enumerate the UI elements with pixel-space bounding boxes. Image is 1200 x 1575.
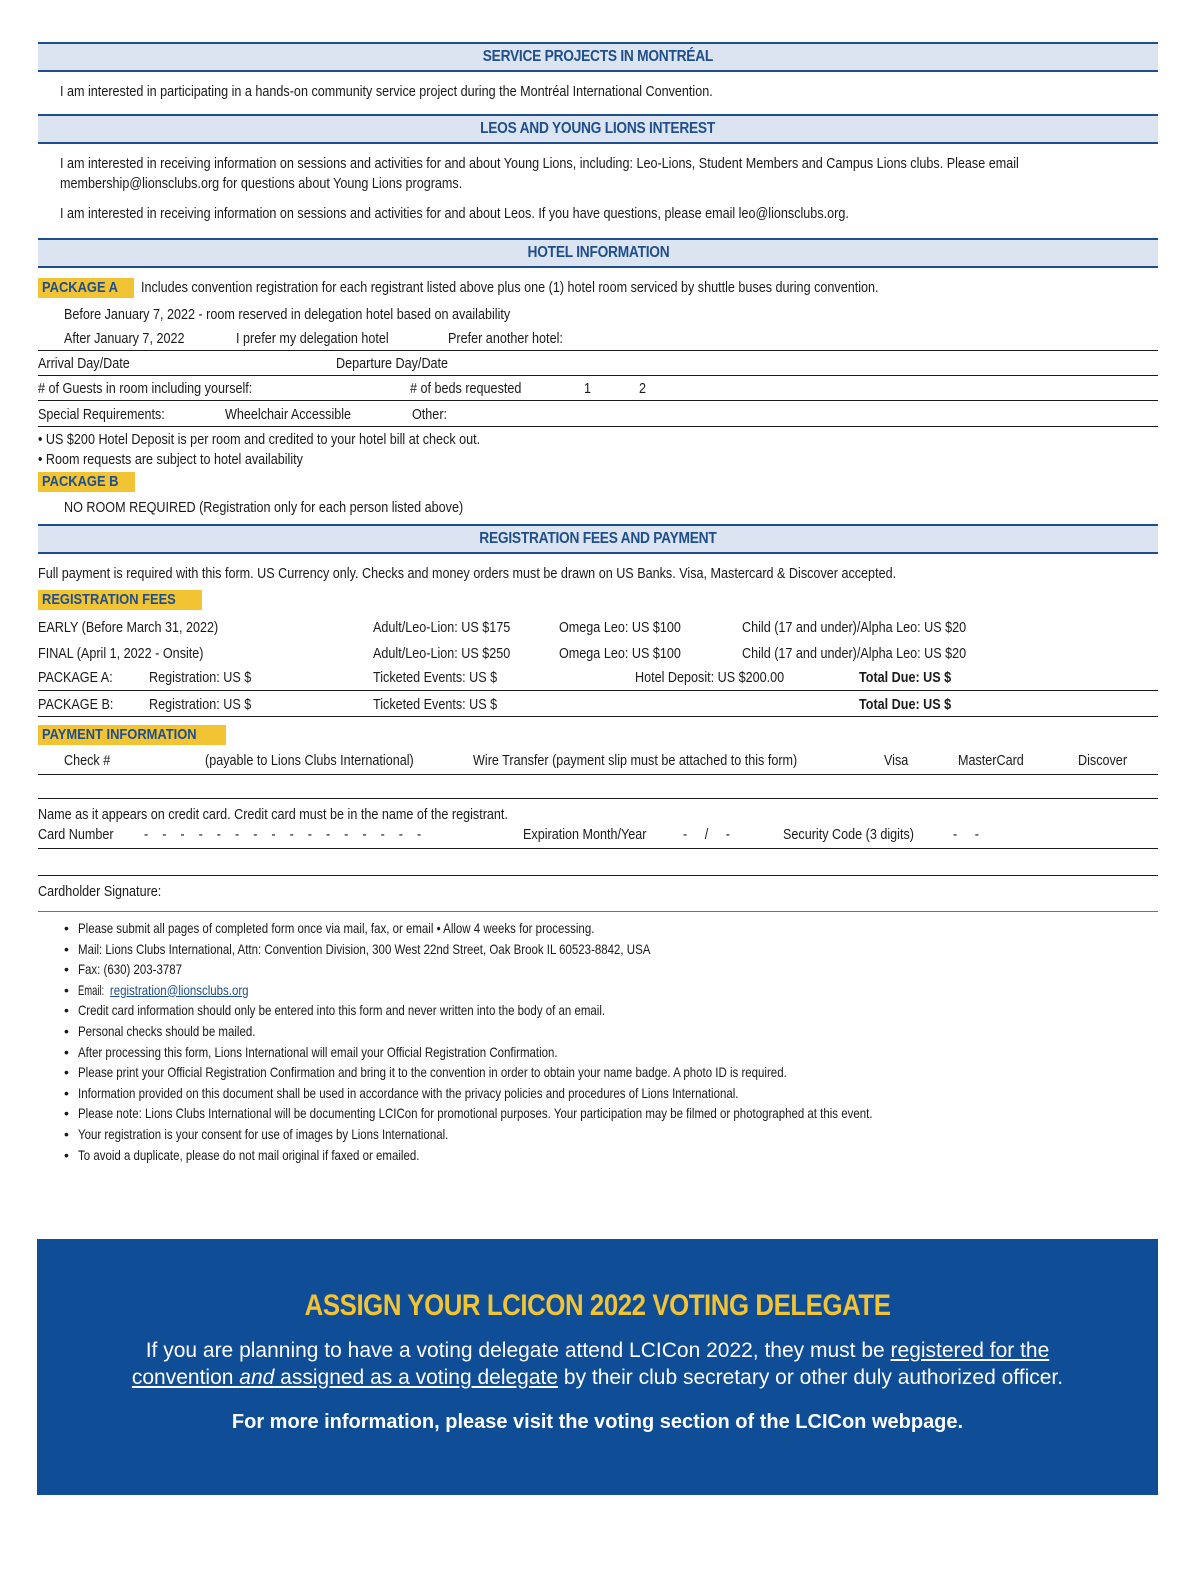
registered-link[interactable]: registered for the — [890, 1339, 1050, 1362]
instruction-item: • Your registration is your consent for use of images by Lions International. — [38, 1124, 1158, 1145]
instruction-item: • Please note: Lions Clubs International will be documenting LCICon for promotional purposes. Your participation may be filmed or photographed at this event. — [38, 1103, 1158, 1124]
payment-information-tag: PAYMENT INFORMATION — [38, 725, 226, 745]
early-fees-row — [38, 616, 1158, 642]
discover-option[interactable]: Discover — [1078, 752, 1128, 769]
banner-body: If you are planning to have a voting delegate attend LCICon 2022, they must be registered for the convention and assigned as a voting delegate by their club secretary or other duly authorized officer. — [131, 1339, 1064, 1389]
package-a-ticketed-field[interactable]: Ticketed Events: US $ — [373, 669, 498, 686]
voting-delegate-banner — [37, 1239, 1158, 1495]
no-room-text: NO ROOM REQUIRED (Registration only for each person listed above) — [64, 499, 464, 516]
visa-option[interactable]: Visa — [884, 752, 909, 769]
early-omega-fee: Omega Leo: US $100 — [559, 619, 681, 636]
banner-title: ASSIGN YOUR LCICON 2022 VOTING DELEGATE — [304, 1289, 891, 1322]
beds-option-2[interactable]: 2 — [639, 380, 647, 397]
package-a-row[interactable] — [38, 278, 1158, 302]
payment-information-tag-row — [38, 717, 1158, 751]
cardholder-signature-label: Cardholder Signature: — [38, 883, 162, 900]
registration-email-link[interactable]: registration@lionsclubs.org — [109, 981, 249, 998]
payment-method-row — [38, 751, 1158, 775]
card-blank-row[interactable] — [38, 849, 1158, 876]
instruction-item: • Personal checks should be mailed. — [38, 1021, 1158, 1042]
instructions-list — [38, 918, 1158, 1165]
registration-fees-tag-row — [38, 590, 1158, 616]
after-jan-option[interactable]: After January 7, 2022 — [64, 330, 185, 347]
other-requirements-field[interactable]: Other: — [412, 406, 448, 423]
final-adult-fee: Adult/Leo-Lion: US $250 — [373, 645, 511, 662]
payment-blank-row[interactable] — [38, 775, 1158, 799]
wire-transfer-option[interactable]: Wire Transfer (payment slip must be attached to this form) — [473, 752, 798, 769]
instruction-item: • Mail: Lions Clubs International, Attn: Convention Division, 300 West 22nd Street, Oak Brook IL 60523-8842, USA — [38, 939, 1158, 960]
package-b-fees-row — [38, 691, 1158, 717]
registration-fees-tag: REGISTRATION FEES — [38, 590, 202, 610]
card-details-row — [38, 825, 1158, 849]
instruction-item: • Information provided on this document shall be used in accordance with the privacy policies and procedures of Lions International. — [38, 1083, 1158, 1104]
instruction-item: • Fax: (630) 203-3787 — [38, 959, 1158, 980]
service-projects-text: I am interested in participating in a hands-on community service project during the Montréal International Convention. — [60, 83, 713, 100]
final-omega-fee: Omega Leo: US $100 — [559, 645, 681, 662]
instruction-item: • Credit card information should only be entered into this form and never written into the body of an email. — [38, 1000, 1158, 1021]
card-name-note-text: Name as it appears on credit card. Credit card must be in the name of the registrant. — [38, 806, 508, 823]
wheelchair-accessible-option[interactable]: Wheelchair Accessible — [225, 406, 352, 423]
package-b-ticketed-field[interactable]: Ticketed Events: US $ — [373, 696, 498, 713]
instruction-item: • Please submit all pages of completed form once via mail, fax, or email • Allow 4 weeks for processing. — [38, 918, 1158, 939]
no-room-option[interactable] — [38, 498, 1158, 524]
prefer-delegation-hotel-option[interactable]: I prefer my delegation hotel — [236, 330, 389, 347]
final-child-fee: Child (17 and under)/Alpha Leo: US $20 — [742, 645, 967, 662]
service-projects-heading: SERVICE PROJECTS IN MONTRÉAL — [38, 42, 1158, 72]
package-a-total-field[interactable]: Total Due: US $ — [859, 669, 952, 686]
check-option[interactable]: Check # — [64, 752, 111, 769]
early-adult-fee: Adult/Leo-Lion: US $175 — [373, 619, 511, 636]
arrival-departure-row — [38, 351, 1158, 376]
hotel-information-heading: HOTEL INFORMATION — [38, 238, 1158, 268]
mastercard-option[interactable]: MasterCard — [958, 752, 1024, 769]
guests-count-field[interactable]: # of Guests in room including yourself: — [38, 380, 253, 397]
special-requirements-row — [38, 401, 1158, 427]
registration-fees-heading: REGISTRATION FEES AND PAYMENT — [38, 524, 1158, 554]
deposit-note — [38, 427, 1158, 450]
early-fee-label: EARLY (Before March 31, 2022) — [38, 619, 219, 636]
young-lions-text-2: membership@lionsclubs.org for questions about Young Lions programs. — [60, 175, 463, 192]
before-jan-text: Before January 7, 2022 - room reserved in delegation hotel based on availability — [64, 306, 511, 323]
assigned-delegate-link[interactable]: convention and assigned as a voting delegate — [131, 1366, 559, 1389]
registration-form-page — [38, 42, 1158, 1165]
security-code-label: Security Code (3 digits) — [783, 826, 914, 843]
package-b-fees-label: PACKAGE B: — [38, 696, 114, 713]
final-fee-label: FINAL (April 1, 2022 - Onsite) — [38, 645, 204, 662]
package-b-registration-field[interactable]: Registration: US $ — [149, 696, 252, 713]
young-lions-option-cont — [60, 174, 1158, 194]
expiration-field[interactable]: - / - — [683, 826, 730, 843]
package-a-fees-label: PACKAGE A: — [38, 669, 113, 686]
final-fees-row — [38, 642, 1158, 666]
package-a-description: Includes convention registration for each registrant listed above plus one (1) hotel room serviced by shuttle buses during convention. — [140, 279, 879, 296]
package-a-fees-row — [38, 666, 1158, 691]
package-a-hotel-deposit: Hotel Deposit: US $200.00 — [635, 669, 785, 686]
beds-requested-label: # of beds requested — [410, 380, 522, 397]
full-payment-note — [38, 554, 1158, 590]
young-lions-option[interactable] — [60, 154, 1158, 174]
package-a-tag: PACKAGE A — [38, 278, 134, 298]
security-code-field[interactable]: - - — [953, 826, 979, 843]
expiration-label: Expiration Month/Year — [523, 826, 647, 843]
leos-options — [38, 144, 1158, 238]
departure-date-field[interactable]: Departure Day/Date — [336, 355, 449, 372]
instruction-item: • After processing this form, Lions International will email your Official Registration Confirmation. — [38, 1042, 1158, 1063]
instruction-item: • To avoid a duplicate, please do not mail original if faxed or emailed. — [38, 1145, 1158, 1166]
special-requirements-label: Special Requirements: — [38, 406, 165, 423]
service-projects-option[interactable] — [38, 72, 1158, 114]
guests-beds-row — [38, 376, 1158, 401]
arrival-date-field[interactable]: Arrival Day/Date — [38, 355, 130, 372]
package-b-tag: PACKAGE B — [38, 472, 135, 492]
instruction-item: • Please print your Official Registration Confirmation and bring it to the convention in order to obtain your name badge. A photo ID is required. — [38, 1062, 1158, 1083]
leos-text: I am interested in receiving information on sessions and activities for and about Leos. If you have questions, please email leo@lionsclubs.org. — [60, 205, 849, 222]
instruction-item: • Email:registration@lionsclubs.org — [38, 980, 1158, 1001]
before-jan-option[interactable] — [38, 302, 1158, 326]
card-number-field[interactable]: - - - - - - - - - - - - - - - - — [144, 826, 422, 843]
package-a-registration-field[interactable]: Registration: US $ — [149, 669, 252, 686]
card-number-label: Card Number — [38, 826, 114, 843]
young-lions-text-1: I am interested in receiving information on sessions and activities for and about Young Lions, including: Leo-Lions, Student Members and Campus Lions clubs. Please email — [60, 155, 1019, 172]
early-child-fee: Child (17 and under)/Alpha Leo: US $20 — [742, 619, 967, 636]
beds-option-1[interactable]: 1 — [584, 380, 592, 397]
card-name-note — [38, 799, 1158, 825]
package-b-row — [38, 472, 1158, 498]
availability-note — [38, 450, 1158, 472]
check-payable-note: (payable to Lions Clubs International) — [205, 752, 414, 769]
signature-row[interactable] — [38, 876, 1158, 912]
leos-option[interactable] — [60, 204, 1158, 224]
prefer-another-hotel-option[interactable]: Prefer another hotel: — [448, 330, 563, 347]
after-jan-row — [38, 326, 1158, 350]
leos-young-lions-heading: LEOS AND YOUNG LIONS INTEREST — [38, 114, 1158, 144]
banner-more-info: For more information, please visit the voting section of the LCICon webpage. — [231, 1411, 964, 1433]
full-payment-text: Full payment is required with this form. US Currency only. Checks and money orders must be drawn on US Banks. Visa, Mastercard & Discover accepted. — [38, 565, 897, 582]
availability-note-text: • Room requests are subject to hotel availability — [38, 451, 303, 468]
package-b-total-field[interactable]: Total Due: US $ — [859, 696, 952, 713]
deposit-note-text: • US $200 Hotel Deposit is per room and credited to your hotel bill at check out. — [38, 431, 481, 448]
